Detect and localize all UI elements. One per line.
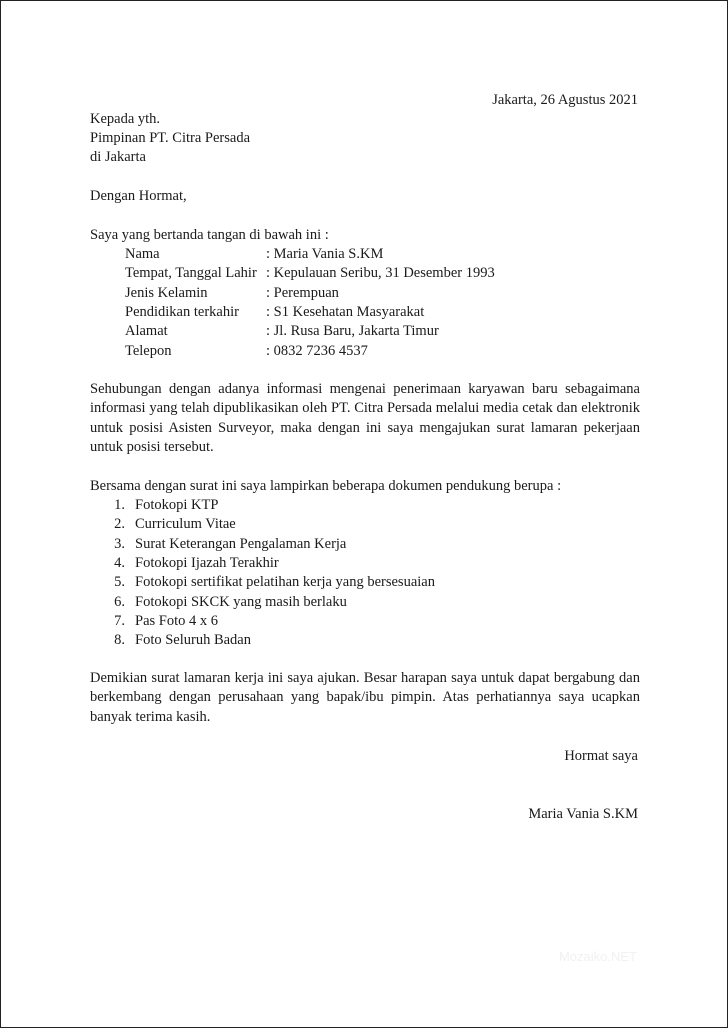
attachment-number: 2. — [114, 516, 125, 532]
closing-paragraph: Demikian surat lamaran kerja ini saya ajukan. Besar harapan saya untuk dapat bergabung dan berkembang dengan perusahaan yang bapak/ibu pimpin. Atas perhatiannya saya ucapkan banyak terima kasih. — [90, 670, 640, 725]
recipient-line-3: di Jakarta — [90, 149, 146, 165]
attachment-number: 8. — [114, 632, 125, 648]
recipient-line-2: Pimpinan PT. Citra Persada — [90, 130, 251, 146]
attachment-item: Pas Foto 4 x 6 — [135, 613, 218, 629]
attachment-number: 6. — [114, 594, 125, 610]
closing: Hormat saya — [564, 748, 638, 764]
field-label-pendidikan: Pendidikan terkahir — [125, 304, 239, 320]
attachment-number: 4. — [114, 555, 125, 571]
attachments-intro: Bersama dengan surat ini saya lampirkan beberapa dokumen pendukung berupa : — [90, 478, 562, 494]
paragraph-1: Sehubungan dengan adanya informasi mengenai penerimaan karyawan baru sebagaimana informasi yang telah dipublikasikan oleh PT. Citra Persada melalui media cetak dan elektronik untuk posisi Asisten Surveyor, maka dengan ini saya mengajukan surat lamaran pekerjaan untuk posisi tersebut. — [90, 381, 640, 456]
place-date: Jakarta, 26 Agustus 2021 — [492, 92, 638, 108]
attachment-item: Fotokopi Ijazah Terakhir — [135, 555, 279, 571]
attachment-item: Surat Keterangan Pengalaman Kerja — [135, 536, 347, 552]
attachment-item: Curriculum Vitae — [135, 516, 236, 532]
attachment-item: Fotokopi sertifikat pelatihan kerja yang bersesuaian — [135, 574, 435, 590]
attachment-item: Fotokopi KTP — [135, 497, 219, 513]
field-value-pendidikan: : S1 Kesehatan Masyarakat — [266, 304, 425, 320]
field-label-telepon: Telepon — [125, 343, 172, 359]
attachment-number: 3. — [114, 536, 125, 552]
attachment-number: 5. — [114, 574, 125, 590]
field-label-alamat: Alamat — [125, 323, 168, 339]
field-label-jenis-kelamin: Jenis Kelamin — [125, 285, 208, 301]
attachment-item: Foto Seluruh Badan — [135, 632, 251, 648]
attachment-number: 1. — [114, 497, 125, 513]
field-label-nama: Nama — [125, 246, 160, 262]
field-value-ttl: : Kepulauan Seribu, 31 Desember 1993 — [266, 265, 495, 281]
watermark: Mozaiko.NET — [558, 949, 637, 964]
greeting: Dengan Hormat, — [90, 188, 187, 204]
attachment-number: 7. — [114, 613, 125, 629]
intro: Saya yang bertanda tangan di bawah ini : — [90, 227, 329, 243]
field-value-nama: : Maria Vania S.KM — [266, 246, 384, 262]
signature-name: Maria Vania S.KM — [528, 806, 638, 822]
field-value-jenis-kelamin: : Perempuan — [266, 285, 339, 301]
field-label-ttl: Tempat, Tanggal Lahir — [125, 265, 257, 281]
field-value-telepon: : 0832 7236 4537 — [266, 343, 368, 359]
attachment-item: Fotokopi SKCK yang masih berlaku — [135, 594, 347, 610]
field-value-alamat: : Jl. Rusa Baru, Jakarta Timur — [266, 323, 439, 339]
recipient-line-1: Kepada yth. — [90, 111, 161, 127]
